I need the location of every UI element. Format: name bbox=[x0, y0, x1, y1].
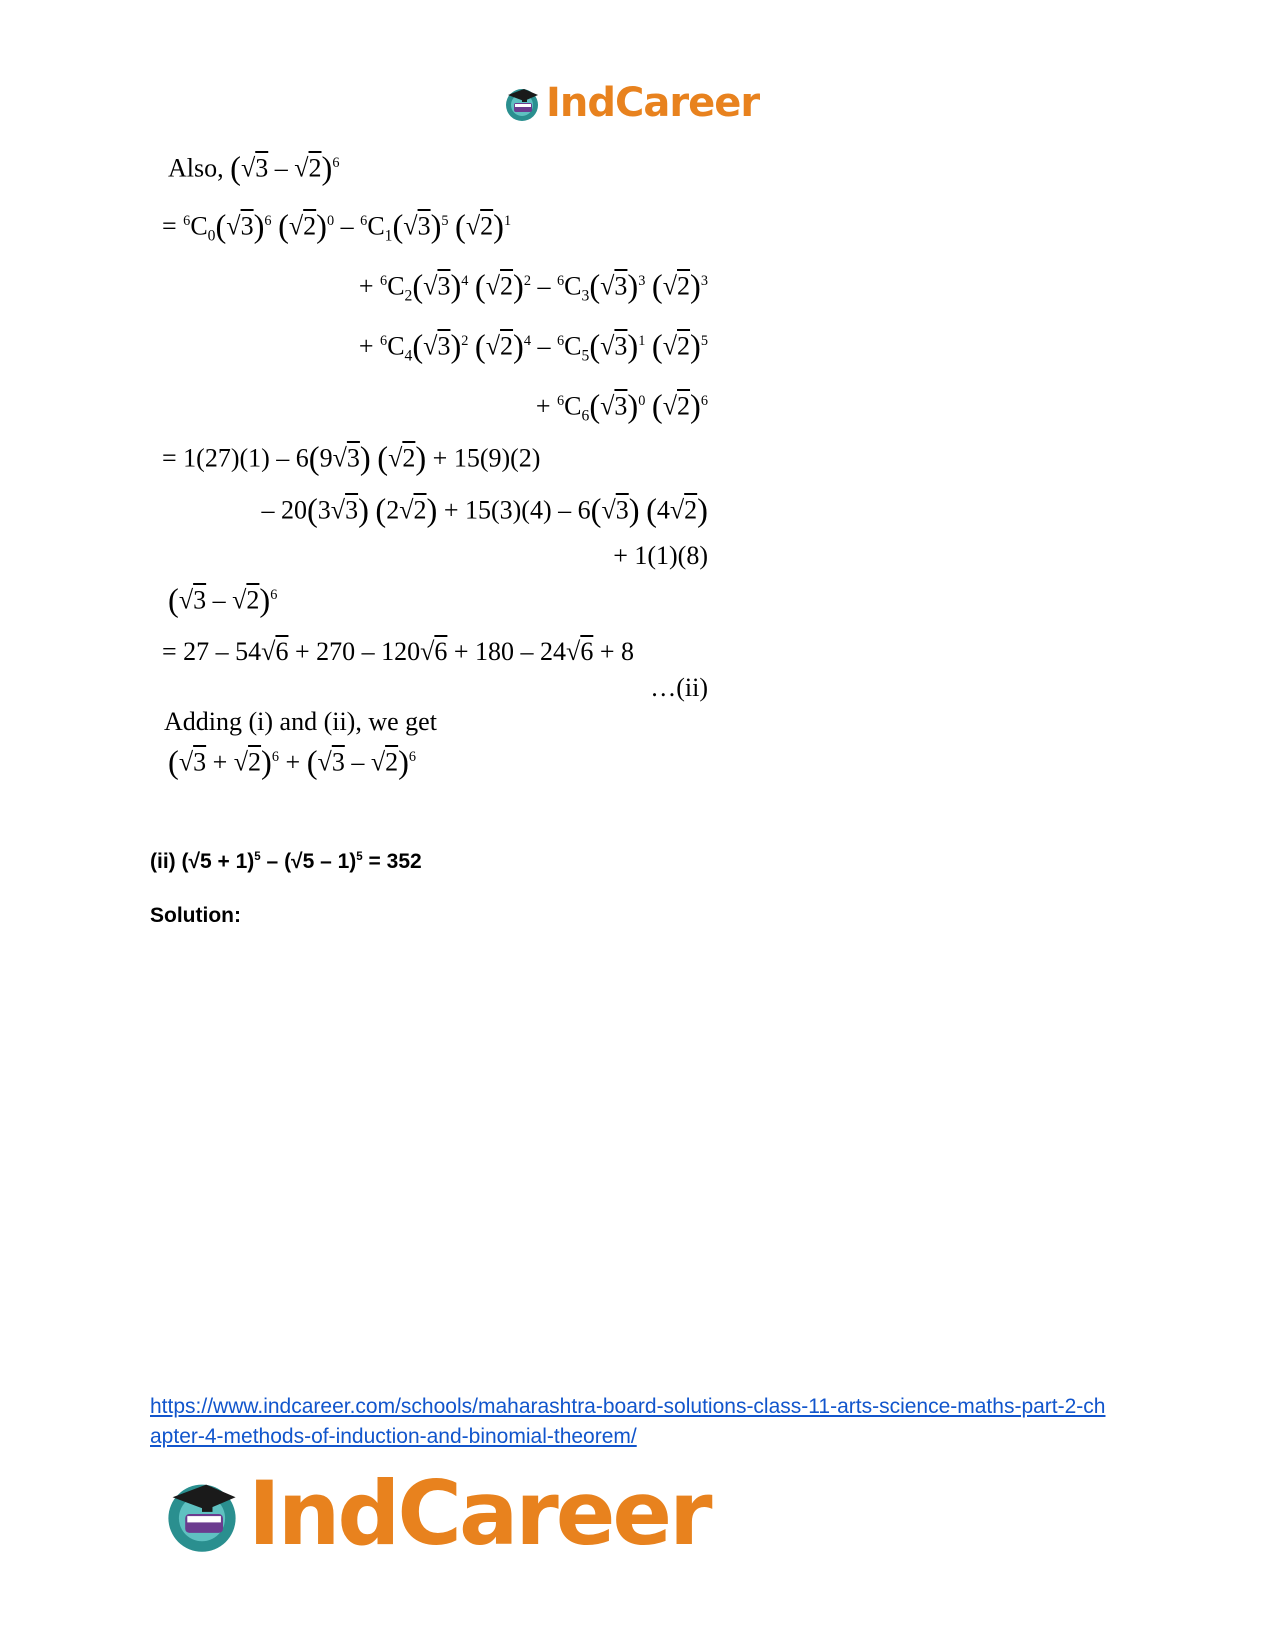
math-line-12: $(√3 + √2)^6 + (√3 - √2)^6$ bbox=[168, 745, 417, 781]
math-line-2: = $^6C_0(√3)^6$ $(√2)^0 - ^6C_1(√3)^5$ $(√2)^1$ bbox=[162, 209, 512, 245]
math-line-9: (√3 – √2)$^6$ bbox=[168, 583, 278, 619]
question-ii: (ii) $(√5 + 1)^5 - (√5 - 1)^5 = 352$ bbox=[150, 850, 422, 873]
math-line-6: = 1(27)(1) – 6(9√3) (√2) + 15(9)(2) bbox=[162, 441, 541, 477]
brand-name: IndCareer bbox=[248, 1462, 710, 1565]
math-line-3: + $^6C_2(√3)^4$ $(√2)^2 - ^6C_3(√3)^3$ $(√2)^3$ bbox=[358, 269, 708, 305]
math-line-7: – 20(3√3) (2√2) + 15(3)(4) – 6(√3) (4√2) bbox=[261, 493, 708, 529]
also-label: Also, bbox=[168, 153, 224, 183]
graduation-cap-globe-icon bbox=[160, 1472, 244, 1556]
math-line-10: = 27 – 54√6 + 270 – 120√6 + 180 – 24√6 + 8 bbox=[162, 637, 634, 666]
adding-statement: Adding (i) and (ii), we get bbox=[164, 707, 437, 736]
source-link[interactable]: https://www.indcareer.com/schools/maharashtra-board-solutions-class-11-arts-science-maths-part-2-chapter-4-methods-of-induction-and-binomial-theorem/ bbox=[150, 1395, 1106, 1448]
math-line-5: + $^6C_6(√3)^0$ $(√2)^6$ bbox=[535, 389, 708, 425]
brand-name: IndCareer bbox=[546, 80, 760, 126]
equation-ref-ii: …(ii) bbox=[650, 673, 708, 702]
top-logo bbox=[502, 80, 759, 126]
math-line-4: + $^6C_4(√3)^2$ $(√2)^4 - ^6C_5(√3)^1$ $(√2)^5$ bbox=[358, 329, 708, 365]
math-line-1: Also, (√3 – √2)$^6$ bbox=[168, 151, 340, 187]
graduation-cap-globe-icon bbox=[502, 83, 542, 123]
solution-label: Solution: bbox=[150, 904, 241, 927]
bottom-logo bbox=[160, 1462, 710, 1565]
math-line-8: + 1(1)(8) bbox=[613, 541, 708, 570]
